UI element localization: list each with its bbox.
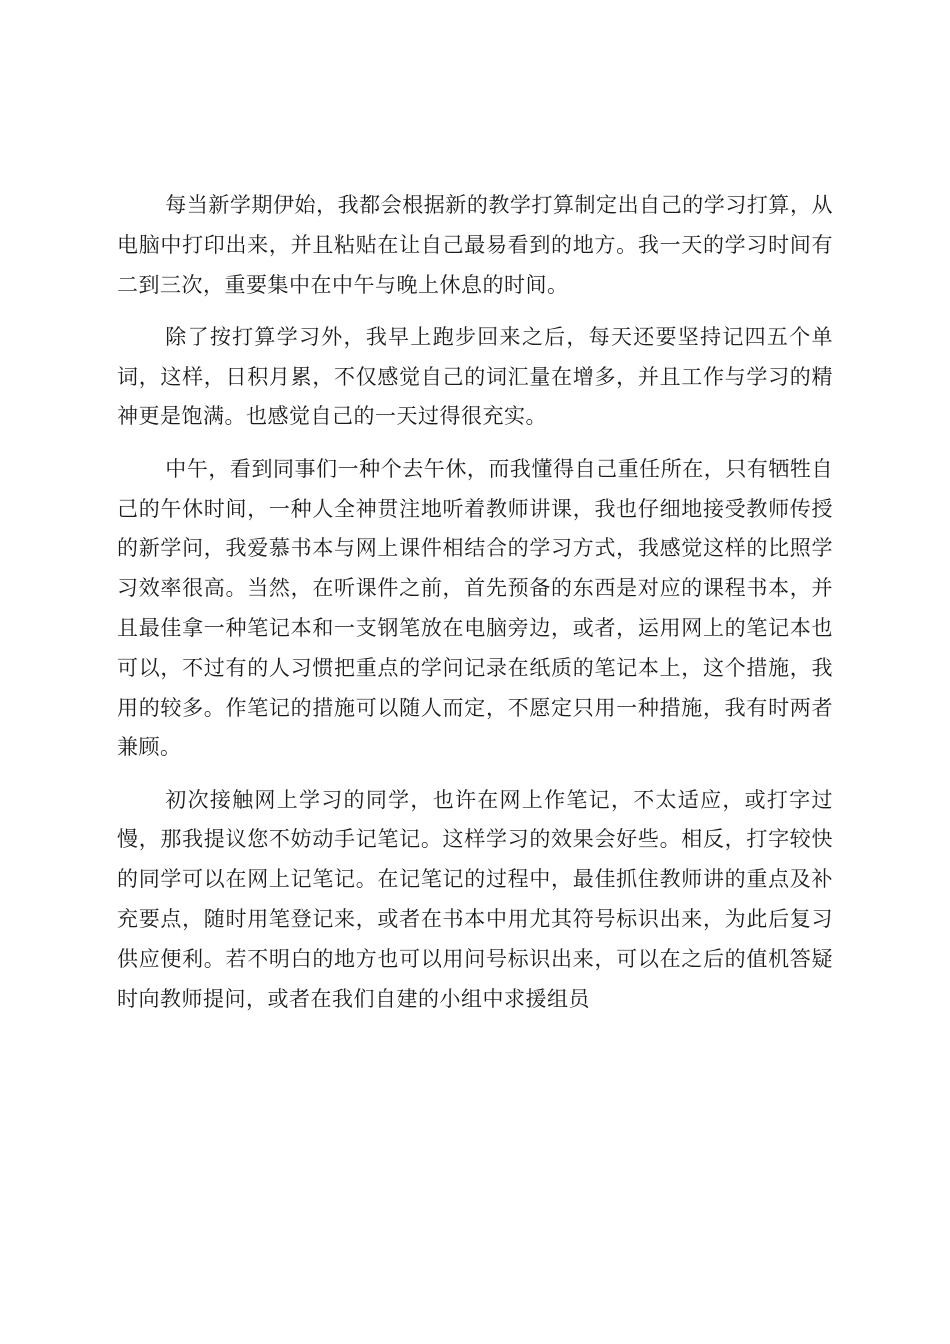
paragraph-2: 除了按打算学习外，我早上跑步回来之后，每天还要坚持记四五个单词，这样，日积月累，不仅感觉自己的词汇量在增多，并且工作与学习的精神更是饱满。也感觉自己的一天过得很充实。 (117, 324, 833, 429)
paragraph-4: 初次接触网上学习的同学，也许在网上作笔记，不太适应，或打字过慢，那我提议您不妨动手记笔记。这样学习的效果会好些。相反，打字较快的同学可以在网上记笔记。在记笔记的过程中，最佳抓住教师讲的重点及补充要点，随时用笔登记来，或者在书本中用尤其符号标识出来，为此后复习供应便利。若不明白的地方也可以用问号标识出来，可以在之后的值机答疑时向教师提问，或者在我们自建的小组中求援组员 (117, 787, 833, 1011)
paragraph-1: 每当新学期伊始，我都会根据新的教学打算制定出自己的学习打算，从电脑中打印出来，并且粘贴在让自己最易看到的地方。我一天的学习时间有二到三次，重要集中在中午与晚上休息的时间。 (117, 193, 833, 297)
paragraph-3: 中午，看到同事们一种个去午休，而我懂得自己重任所在，只有牺牲自己的午休时间，一种人全神贯注地听着教师讲课，我也仔细地接受教师传授的新学问，我爱慕书本与网上课件相结合的学习方式，我感觉这样的比照学习效率很高。当然，在听课件之前，首先预备的东西是对应的课程书本，并且最佳拿一种笔记本和一支钢笔放在电脑旁边，或者，运用网上的笔记本也可以，不过有的人习惯把重点的学问记录在纸质的笔记本上，这个措施，我用的较多。作笔记的措施可以随人而定，不愿定只用一种措施，我有时两者兼顾。 (117, 456, 833, 760)
document-body (117, 186, 833, 1032)
